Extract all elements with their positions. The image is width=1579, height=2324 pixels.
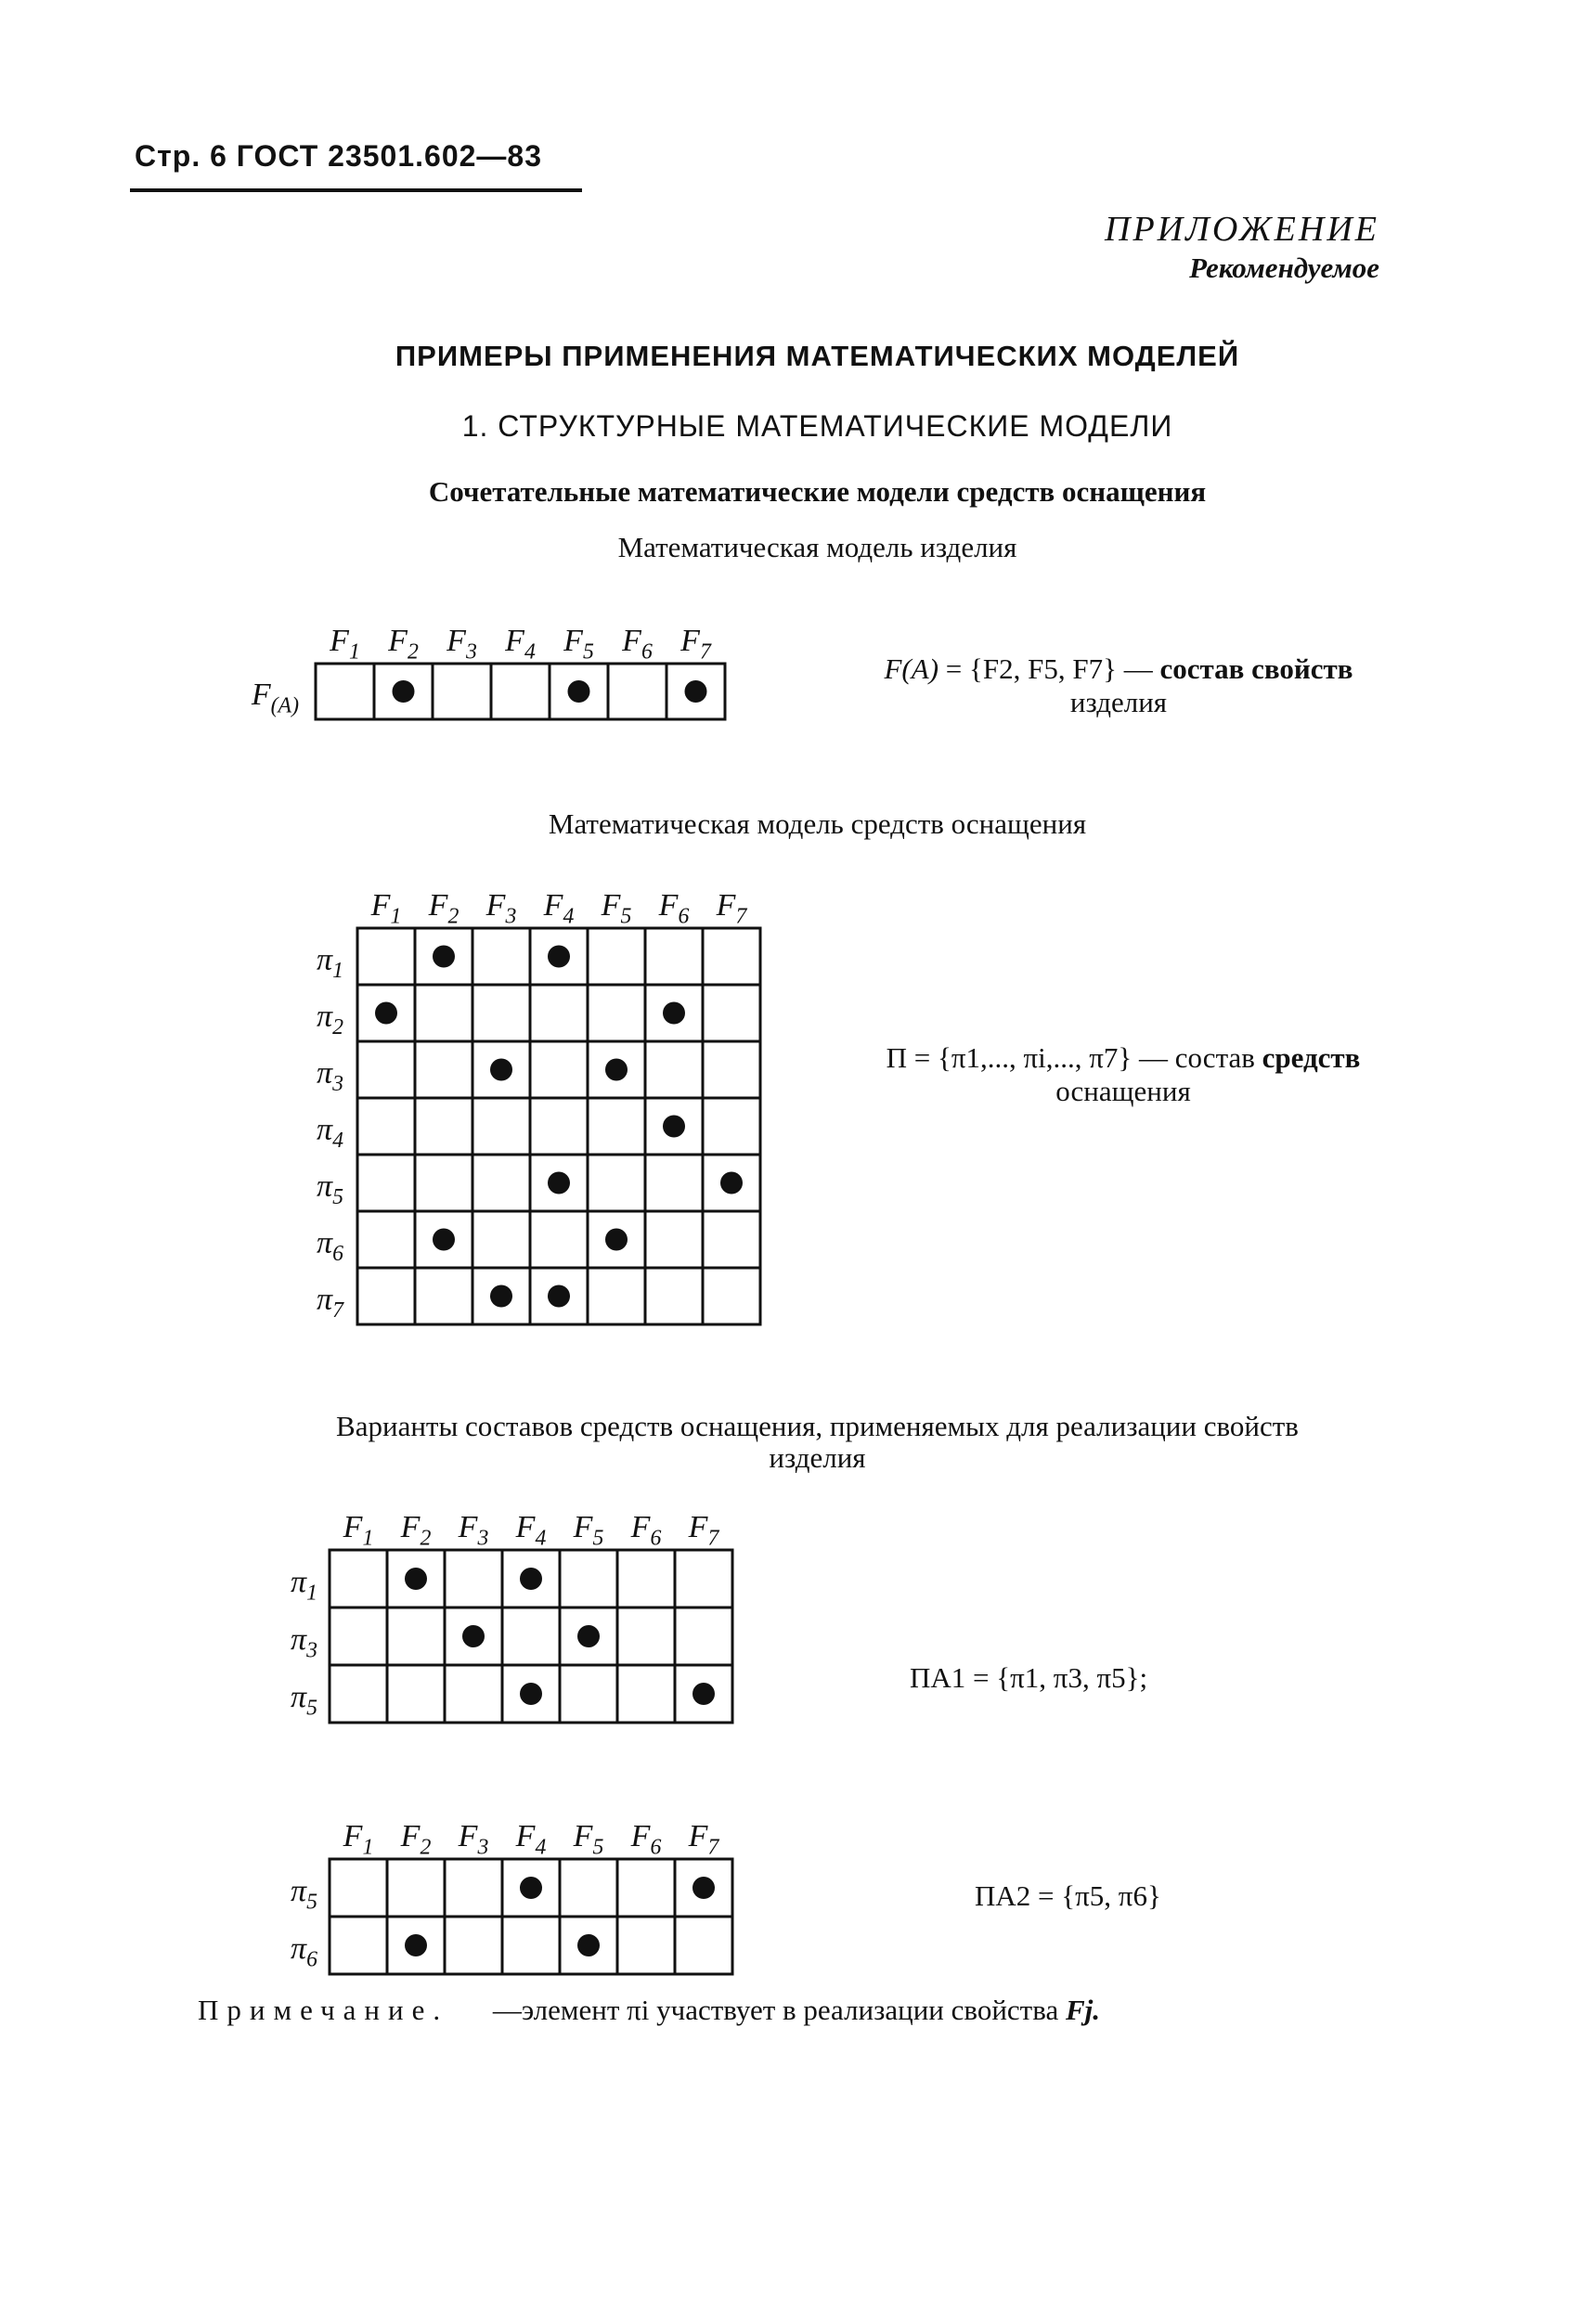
grid-label: $F_6$ xyxy=(622,624,653,665)
grid-cell xyxy=(502,1917,560,1974)
grid-label: $F_{(A)}$ xyxy=(251,678,299,718)
grid-cell xyxy=(675,1607,732,1665)
appendix-label xyxy=(1105,209,1379,285)
grid-cell xyxy=(357,1268,415,1324)
grid-cell xyxy=(530,1211,588,1268)
dot-marker xyxy=(462,1625,485,1647)
grid-cell xyxy=(445,1917,502,1974)
grid-label: $F_7$ xyxy=(680,624,711,665)
grid-cell xyxy=(415,1098,472,1155)
dot-marker xyxy=(548,1285,570,1308)
variant1-grid xyxy=(265,1504,747,1736)
dot-marker xyxy=(605,1229,628,1251)
grid-cell xyxy=(387,1665,445,1723)
grid-cell xyxy=(703,928,760,985)
page-header: Стр. 6 ГОСТ 23501.602—83 xyxy=(135,139,543,173)
grid-cell xyxy=(472,985,530,1041)
grid-label: $F_5$ xyxy=(601,888,632,929)
dot-marker xyxy=(393,680,415,703)
grid-cell xyxy=(560,1859,617,1917)
grid-label: $\pi_1$ xyxy=(317,942,343,983)
grid-label: $\pi_1$ xyxy=(291,1565,317,1606)
grid-cell xyxy=(357,1155,415,1211)
grid-label: $F_4$ xyxy=(543,888,575,929)
formula-set: = {F2, F5, F7} — xyxy=(938,652,1160,685)
dot-marker xyxy=(433,946,455,968)
grid-cell xyxy=(703,985,760,1041)
formula-line2: изделия xyxy=(1069,686,1168,718)
dot-marker xyxy=(663,1002,685,1025)
grid-label: $\pi_5$ xyxy=(291,1680,317,1721)
grid-label: $F_6$ xyxy=(658,888,690,929)
grid-cell xyxy=(415,1041,472,1098)
grid-label: $F_4$ xyxy=(505,624,536,665)
grid-label: $F_2$ xyxy=(400,1510,432,1551)
note-label: Примечание. xyxy=(198,1994,449,2026)
product-model-grid xyxy=(204,613,743,733)
dot-marker xyxy=(375,1002,397,1025)
grid-label: $F_3$ xyxy=(447,624,477,665)
grid-cell xyxy=(588,1155,645,1211)
grid-cell xyxy=(357,928,415,985)
main-heading: ПРИМЕРЫ ПРИМЕНЕНИЯ МАТЕМАТИЧЕСКИХ МОДЕЛЕЙ xyxy=(395,340,1240,372)
grid-label: $F_7$ xyxy=(716,888,747,929)
grid-cell xyxy=(330,1859,387,1917)
grid-cell xyxy=(617,1665,675,1723)
grid-cell xyxy=(617,1607,675,1665)
grid-cell xyxy=(357,1211,415,1268)
grid-label: $\pi_5$ xyxy=(317,1168,343,1209)
dot-marker xyxy=(405,1568,427,1590)
grid-cell xyxy=(560,1550,617,1607)
grid-label: $F_4$ xyxy=(515,1510,547,1551)
grid-label: $F_1$ xyxy=(330,624,360,665)
grid-cell xyxy=(645,928,703,985)
dot-marker xyxy=(433,1229,455,1251)
variant1-formula: ΠA1 = {π1, π3, π5}; xyxy=(910,1661,1148,1694)
dot-marker xyxy=(692,1877,715,1899)
grid-cell xyxy=(415,1268,472,1324)
grid-cell xyxy=(330,1550,387,1607)
dot-marker xyxy=(685,680,707,703)
grid-cell xyxy=(703,1268,760,1324)
grid-cell xyxy=(445,1859,502,1917)
appendix-title: ПРИЛОЖЕНИЕ xyxy=(1105,210,1379,249)
grid-cell xyxy=(645,1155,703,1211)
grid-label: $F_7$ xyxy=(688,1819,719,1860)
grid-label: $\pi_6$ xyxy=(317,1225,343,1266)
grid-cell xyxy=(472,1211,530,1268)
grid-cell xyxy=(617,1859,675,1917)
grid-label: $F_2$ xyxy=(388,624,419,665)
grid-cell xyxy=(433,664,491,719)
grid-label: $\pi_5$ xyxy=(291,1874,317,1915)
variant2-formula: ΠA2 = {π5, π6} xyxy=(975,1879,1161,1912)
grid-label: $F_7$ xyxy=(688,1510,719,1551)
grid-cell xyxy=(617,1550,675,1607)
dot-marker xyxy=(548,1172,570,1194)
dot-marker xyxy=(520,1568,542,1590)
appendix-subtitle: Рекомендуемое xyxy=(1189,252,1379,284)
grid-cell xyxy=(645,1268,703,1324)
equipment-model-grid xyxy=(278,882,780,1336)
equipment-model-caption: Математическая модель средств оснащения xyxy=(548,807,1087,840)
note-text: —элемент πi участвует в реализации свойства xyxy=(492,1994,1066,2026)
grid-cell xyxy=(675,1917,732,1974)
grid-cell xyxy=(330,1607,387,1665)
grid-cell xyxy=(560,1665,617,1723)
grid-label: $F_6$ xyxy=(630,1510,662,1551)
grid-label: $\pi_2$ xyxy=(317,999,343,1039)
note-bold: Fj. xyxy=(1065,1994,1101,2026)
grid-label: $\pi_3$ xyxy=(317,1055,343,1096)
grid-label: $F_1$ xyxy=(343,1819,374,1860)
dot-marker xyxy=(490,1059,512,1081)
grid-cell xyxy=(415,985,472,1041)
grid-cell xyxy=(588,928,645,985)
dot-marker xyxy=(577,1934,600,1956)
dot-marker xyxy=(548,946,570,968)
dot-marker xyxy=(720,1172,743,1194)
grid-label: $F_1$ xyxy=(343,1510,374,1551)
grid-cell xyxy=(415,1155,472,1211)
grid-cell xyxy=(445,1665,502,1723)
dot-marker xyxy=(577,1625,600,1647)
grid-label: $F_2$ xyxy=(428,888,459,929)
variants-caption xyxy=(0,1411,1579,1474)
grid-cell xyxy=(472,1098,530,1155)
grid-cell xyxy=(357,1098,415,1155)
grid-cell xyxy=(357,1041,415,1098)
grid-cell xyxy=(588,1268,645,1324)
grid-cell xyxy=(316,664,374,719)
dot-marker xyxy=(520,1683,542,1705)
grid-cell xyxy=(588,1098,645,1155)
dot-marker xyxy=(605,1059,628,1081)
grid-label: $F_3$ xyxy=(485,888,517,929)
grid-label: $\pi_4$ xyxy=(317,1112,343,1153)
grid-cell xyxy=(330,1665,387,1723)
dot-marker xyxy=(520,1877,542,1899)
grid-cell xyxy=(675,1550,732,1607)
variant2-grid xyxy=(265,1814,747,2000)
grid-label: $F_4$ xyxy=(515,1819,547,1860)
grid-cell xyxy=(387,1859,445,1917)
grid-cell xyxy=(645,1041,703,1098)
header-rule xyxy=(130,188,582,192)
dot-marker xyxy=(405,1934,427,1956)
formula-bold: состав свойств xyxy=(1159,652,1353,685)
note xyxy=(198,1994,1100,2027)
grid-cell xyxy=(608,664,667,719)
grid-cell xyxy=(588,985,645,1041)
grid-label: $F_5$ xyxy=(573,1819,604,1860)
subsection-heading: Сочетательные математические модели средств оснащения xyxy=(428,475,1207,508)
grid-cell xyxy=(703,1211,760,1268)
grid-cell xyxy=(330,1917,387,1974)
variants-caption-line1: Варианты составов средств оснащения, применяемых для реализации свойств xyxy=(336,1410,1299,1442)
grid-label: $\pi_6$ xyxy=(291,1931,317,1972)
grid-cell xyxy=(530,1098,588,1155)
section-heading: 1. СТРУКТУРНЫЕ МАТЕМАТИЧЕСКИЕ МОДЕЛИ xyxy=(461,409,1173,443)
grid-cell xyxy=(445,1550,502,1607)
grid-label: $F_3$ xyxy=(458,1510,489,1551)
grid-label: $\pi_3$ xyxy=(291,1622,317,1663)
dot-marker xyxy=(568,680,590,703)
grid-label: $F_5$ xyxy=(563,624,594,665)
equipment-model-formula xyxy=(817,1041,1430,1108)
grid-label: $F_2$ xyxy=(400,1819,432,1860)
equip-formula-line1: Π = {π1,..., πi,..., π7} — состав xyxy=(886,1041,1262,1074)
grid-label: $F_6$ xyxy=(630,1819,662,1860)
grid-label: $F_1$ xyxy=(370,888,402,929)
grid-cell xyxy=(703,1041,760,1098)
dot-marker xyxy=(663,1116,685,1138)
grid-cell xyxy=(530,1041,588,1098)
grid-cell xyxy=(703,1098,760,1155)
dot-marker xyxy=(490,1285,512,1308)
grid-cell xyxy=(472,928,530,985)
grid-label: $F_5$ xyxy=(573,1510,604,1551)
equip-formula-bold: средств xyxy=(1262,1041,1361,1074)
formula-lhs: F(A) xyxy=(884,652,939,685)
grid-label: $\pi_7$ xyxy=(317,1282,343,1323)
grid-cell xyxy=(502,1607,560,1665)
grid-label: $F_3$ xyxy=(458,1819,489,1860)
grid-cell xyxy=(387,1607,445,1665)
grid-cell xyxy=(530,985,588,1041)
equip-formula-line2: оснащения xyxy=(1055,1075,1191,1107)
dot-marker xyxy=(692,1683,715,1705)
grid-cell xyxy=(472,1155,530,1211)
variants-caption-line2: изделия xyxy=(769,1441,866,1474)
grid-cell xyxy=(645,1211,703,1268)
grid-cell xyxy=(617,1917,675,1974)
product-model-formula xyxy=(808,652,1430,719)
product-model-caption: Математическая модель изделия xyxy=(617,531,1017,563)
grid-cell xyxy=(491,664,550,719)
